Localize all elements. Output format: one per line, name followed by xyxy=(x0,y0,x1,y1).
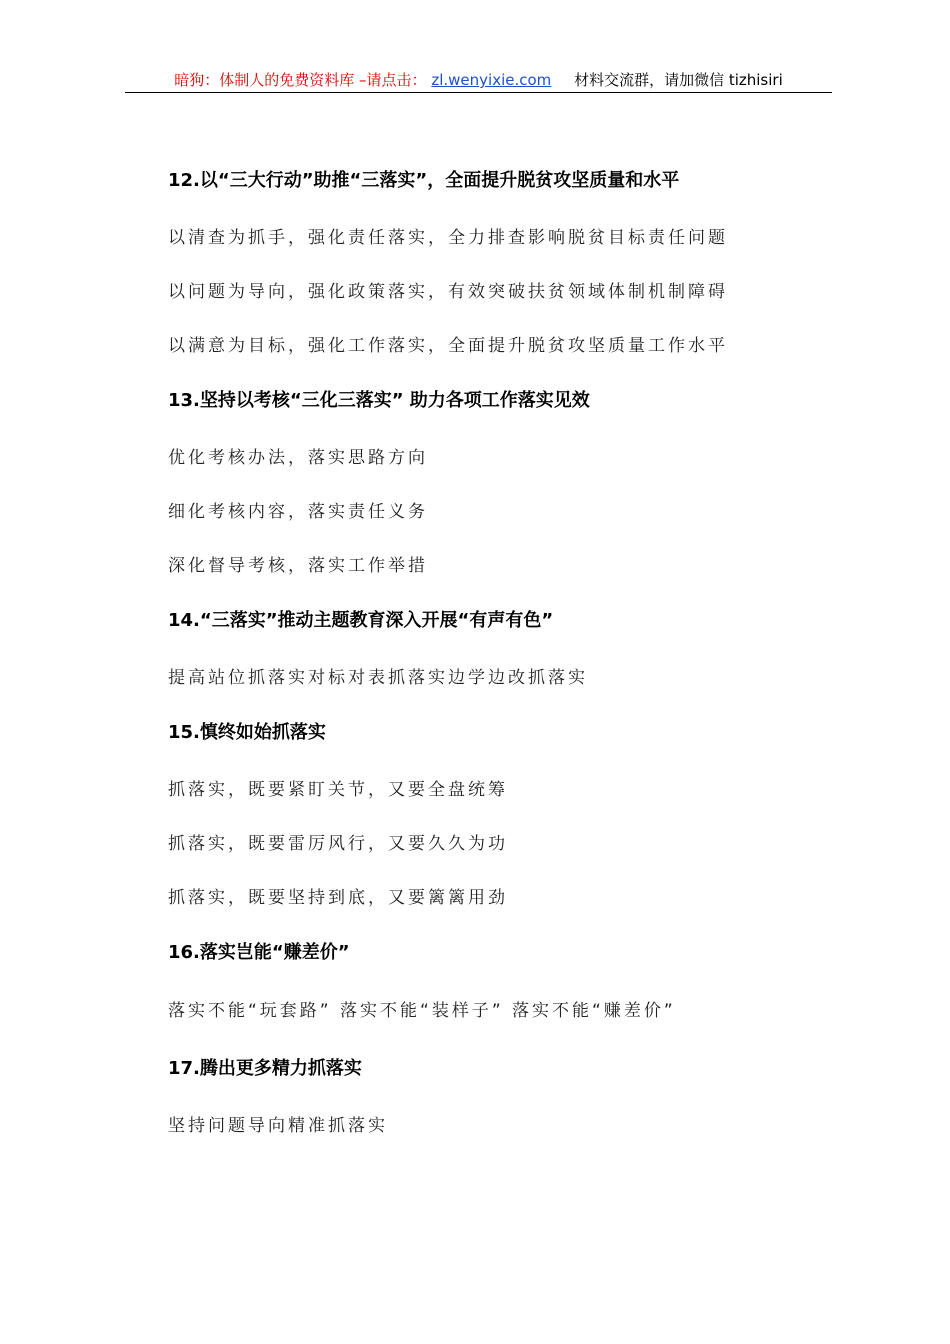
section-item: 深化督导考核，落实工作举措 xyxy=(168,556,428,576)
section-item: 坚持问题导向精准抓落实 xyxy=(168,1116,388,1136)
header-contact: 材料交流群，请加微信 tizhisiri xyxy=(574,71,783,89)
section-heading: 13.坚持以考核“三化三落实” 助力各项工作落实见效 xyxy=(168,390,590,411)
section-heading: 15.慎终如始抓落实 xyxy=(168,722,326,743)
section-item: 以清查为抓手，强化责任落实，全力排查影响脱贫目标责任问题 xyxy=(168,228,728,248)
section-heading: 14.“三落实”推动主题教育深入开展“有声有色” xyxy=(168,610,554,631)
section-heading: 12.以“三大行动”助推“三落实”，全面提升脱贫攻坚质量和水平 xyxy=(168,170,680,191)
header-prompt: –请点击： xyxy=(359,71,427,89)
section-item: 抓落实，既要坚持到底，又要篱篱用劲 xyxy=(168,888,508,908)
section-item: 抓落实，既要紧盯关节，又要全盘统筹 xyxy=(168,780,508,800)
section-item: 提高站位抓落实对标对表抓落实边学边改抓落实 xyxy=(168,668,588,688)
section-item: 落实不能“玩套路” 落实不能“装样子” 落实不能“赚差价” xyxy=(168,1001,676,1021)
header-brand: 暗狗：体制人的免费资料库 xyxy=(174,71,355,89)
header-link[interactable]: zl.wenyixie.com xyxy=(431,71,552,89)
page-header xyxy=(125,68,832,93)
section-heading: 16.落实岂能“赚差价” xyxy=(168,942,350,963)
section-item: 以问题为导向，强化政策落实，有效突破扶贫领域体制机制障碍 xyxy=(168,282,728,302)
section-item: 抓落实，既要雷厉风行，又要久久为功 xyxy=(168,834,508,854)
section-item: 优化考核办法，落实思路方向 xyxy=(168,448,428,468)
section-item: 以满意为目标，强化工作落实，全面提升脱贫攻坚质量工作水平 xyxy=(168,336,728,356)
section-item: 细化考核内容，落实责任义务 xyxy=(168,502,428,522)
section-heading: 17.腾出更多精力抓落实 xyxy=(168,1058,362,1079)
